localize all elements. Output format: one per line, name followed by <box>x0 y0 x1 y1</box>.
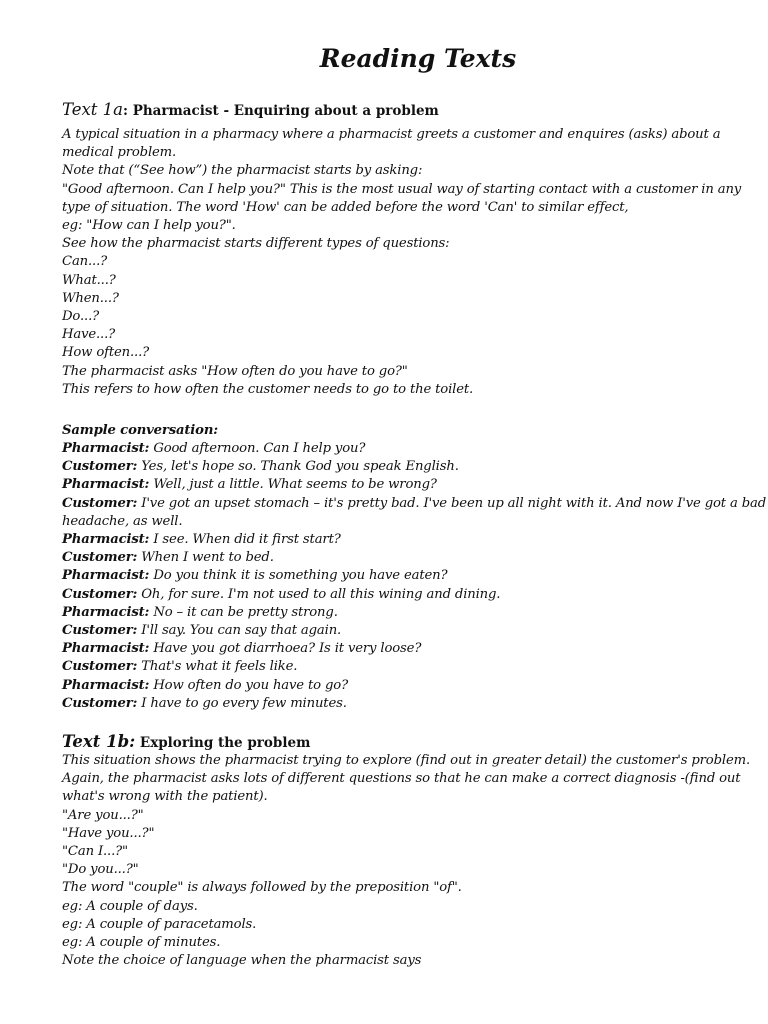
conversation-turn <box>62 458 734 476</box>
text-1a-body <box>62 126 742 399</box>
text-1b-body <box>62 752 750 970</box>
text-line: When...? <box>62 290 119 306</box>
sample-conversation <box>62 440 767 713</box>
text-line: Have...? <box>62 327 116 343</box>
text-1b-subtitle: Exploring the problem <box>135 735 311 751</box>
text-1b-heading <box>62 732 310 751</box>
text-line: eg: "How can I help you?". <box>62 218 236 234</box>
text-line: "Have you...?" <box>62 825 155 841</box>
text-line: "Do you...?" <box>62 862 139 878</box>
page-title: Reading Texts <box>319 44 517 73</box>
text-line: Note the choice of language when the pharmacist says <box>62 953 422 969</box>
text-line: What...? <box>62 272 116 288</box>
utterance-text: I have to go every few minutes. <box>137 695 347 711</box>
speaker-label: Customer: <box>62 623 138 639</box>
utterance-text: I'll say. You can say that again. <box>137 623 342 639</box>
speaker-label: Pharmacist: <box>62 441 150 456</box>
utterance-text: Oh, for sure. I'm not used to all this wining and dining. <box>137 586 501 602</box>
utterance-text: Well, just a little. What seems to be wrong? <box>149 477 437 493</box>
speaker-label: Pharmacist: <box>62 532 150 548</box>
conversation-turn <box>62 549 734 567</box>
speaker-label: Customer: <box>62 695 138 711</box>
speaker-label: Pharmacist: <box>62 568 150 584</box>
conversation-turn <box>62 658 734 676</box>
text-line: See how the pharmacist starts different types of questions: <box>62 236 450 252</box>
speaker-label: Pharmacist: <box>62 477 150 493</box>
conversation-turn <box>62 586 734 604</box>
text-line: The word "couple" is always followed by the preposition "of". <box>62 880 462 896</box>
conversation-turn-continuation: headache, as well. <box>62 513 183 529</box>
conversation-turn <box>62 604 734 622</box>
utterance-text: I see. When did it first start? <box>149 532 341 548</box>
conversation-turn <box>62 695 734 713</box>
speaker-label: Customer: <box>62 495 138 511</box>
text-line: This refers to how often the customer needs to go to the toilet. <box>62 381 474 397</box>
utterance-text: Good afternoon. Can I help you? <box>149 441 366 456</box>
text-1a-heading <box>62 100 439 119</box>
sample-conversation-heading: Sample conversation: <box>62 423 218 438</box>
text-line: eg: A couple of paracetamols. <box>62 916 257 932</box>
text-line: Again, the pharmacist asks lots of different questions so that he can make a correct diagnosis -(find out <box>62 771 741 787</box>
text-line: "Can I...?" <box>62 844 128 860</box>
text-line: Do...? <box>62 309 100 325</box>
utterance-text: When I went to bed. <box>137 550 274 566</box>
utterance-text: Do you think it is something you have eaten? <box>149 568 448 584</box>
text-line: eg: A couple of days. <box>62 898 198 914</box>
conversation-turn <box>62 531 734 549</box>
utterance-text: How often do you have to go? <box>149 677 348 693</box>
speaker-label: Customer: <box>62 586 138 602</box>
speaker-label: Customer: <box>62 659 138 675</box>
text-line: Note that (“See how”) the pharmacist starts by asking: <box>62 163 423 179</box>
text-line: How often...? <box>62 345 150 361</box>
text-line: The pharmacist asks "How often do you have to go?" <box>62 363 408 379</box>
text-line: "Are you...?" <box>62 807 144 823</box>
utterance-text: No – it can be pretty strong. <box>149 604 338 620</box>
speaker-label: Pharmacist: <box>62 604 150 620</box>
text-line: medical problem. <box>62 145 177 161</box>
text-line: "Good afternoon. Can I help you?" This is the most usual way of starting contact with a customer in any <box>62 181 742 197</box>
conversation-turn <box>62 622 734 640</box>
text-line: type of situation. The word 'How' can be added before the word 'Can' to similar effect, <box>62 199 629 215</box>
speaker-label: Customer: <box>62 459 138 475</box>
text-line: eg: A couple of minutes. <box>62 935 221 951</box>
text-line: This situation shows the pharmacist trying to explore (find out in greater detail) the customer's problem. <box>62 753 750 768</box>
utterance-text: Yes, let's hope so. Thank God you speak English. <box>137 459 459 475</box>
conversation-turn <box>62 567 734 585</box>
text-1a-subtitle: : Pharmacist - Enquiring about a problem <box>123 103 439 119</box>
text-line: A typical situation in a pharmacy where a pharmacist greets a customer and enquires (asks) about a <box>62 127 721 142</box>
conversation-turn <box>62 640 734 658</box>
conversation-turn <box>62 495 767 513</box>
speaker-label: Pharmacist: <box>62 677 150 693</box>
text-line: what's wrong with the patient). <box>62 789 268 805</box>
utterance-text: I've got an upset stomach – it's pretty bad. I've been up all night with it. And now I've got a bad <box>137 495 767 511</box>
conversation-turn <box>62 476 734 494</box>
conversation-turn <box>62 440 734 458</box>
utterance-text: That's what it feels like. <box>137 659 298 675</box>
utterance-text: Have you got diarrhoea? Is it very loose? <box>149 641 422 657</box>
speaker-label: Pharmacist: <box>62 641 150 657</box>
text-1a-label: Text 1a <box>62 100 124 119</box>
speaker-label: Customer: <box>62 550 138 566</box>
text-line: Can...? <box>62 254 108 270</box>
conversation-turn <box>62 677 734 695</box>
text-1b-label: Text 1b: <box>62 732 136 751</box>
